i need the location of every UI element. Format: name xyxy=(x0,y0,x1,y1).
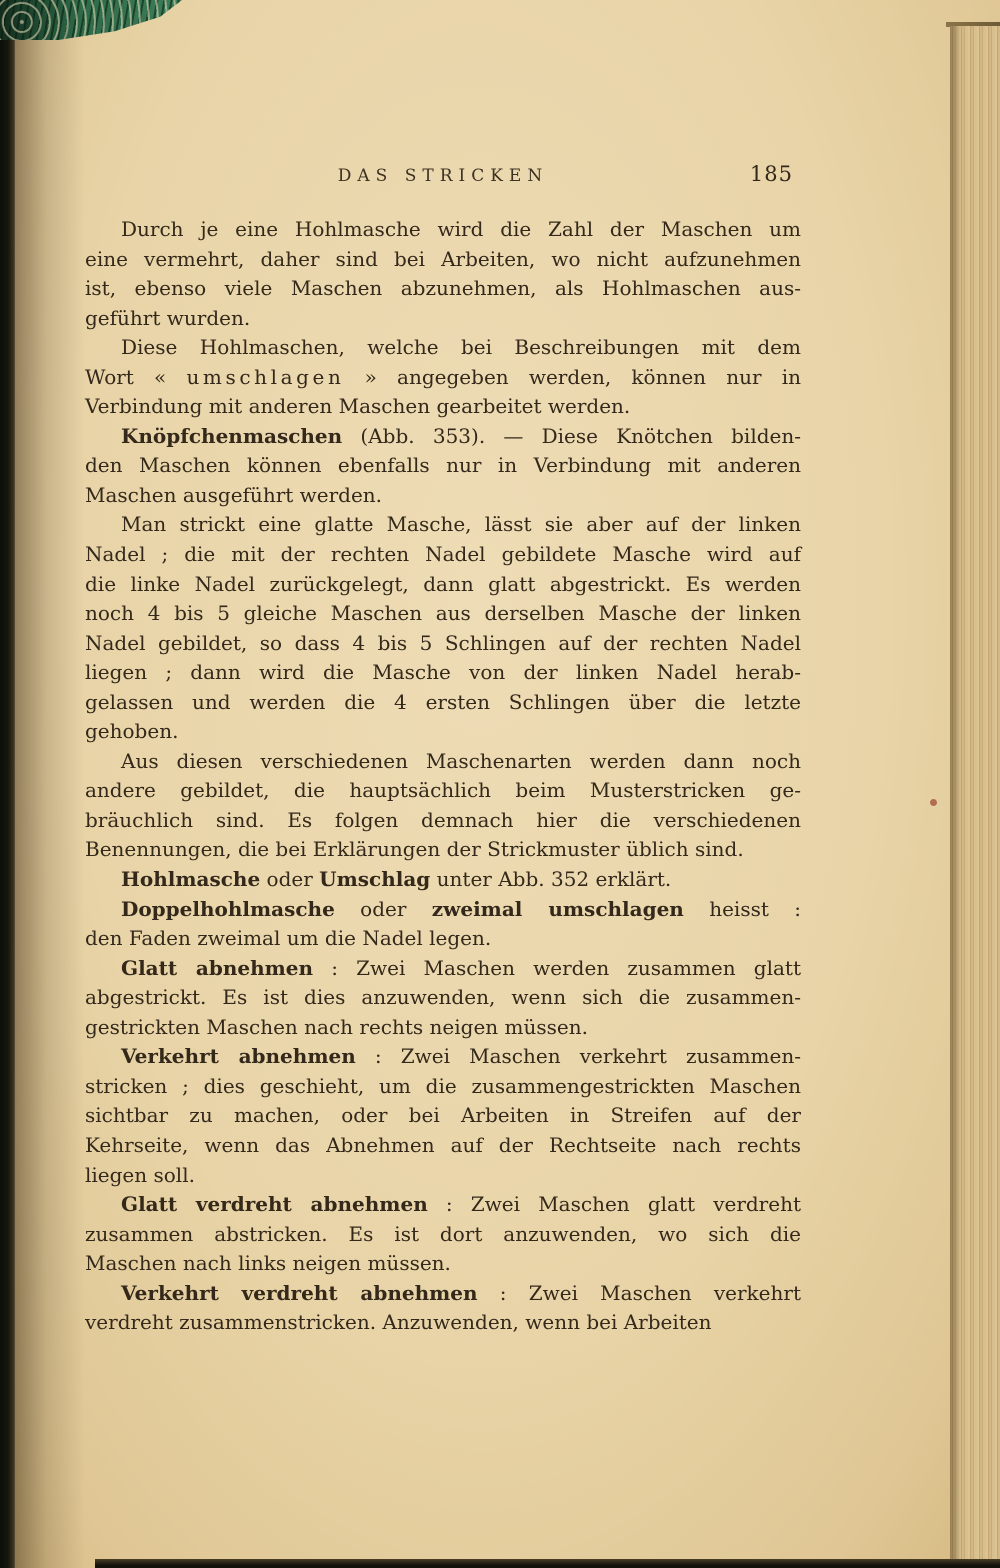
page-edges xyxy=(950,26,1000,1568)
text-line: Nadel gebildet, so dass 4 bis 5 Schlingen auf der rechten Nadel xyxy=(85,630,801,655)
text-line: Verbindung mit anderen Maschen gearbeitet werden. xyxy=(85,394,631,419)
text-line: ist, ebenso viele Maschen abzunehmen, als Hohlmaschen aus- xyxy=(85,276,801,301)
running-title: DAS STRICKEN xyxy=(337,166,549,186)
text-line: Glatt verdreht abnehmen : Zwei Maschen glatt verdreht xyxy=(121,1192,802,1217)
text-line: die linke Nadel zurückgelegt, dann glatt abgestrickt. Es werden xyxy=(85,571,801,596)
text-line: Durch je eine Hohlmasche wird die Zahl der Maschen um xyxy=(121,217,801,241)
paragraph xyxy=(85,333,801,422)
text-line: gehoben. xyxy=(85,719,179,744)
paragraph xyxy=(85,1279,801,1338)
text-line: Glatt abnehmen : Zwei Maschen werden zusammen glatt xyxy=(121,955,801,980)
paragraph xyxy=(85,510,801,746)
page-blemish xyxy=(930,799,937,806)
paragraph xyxy=(85,215,801,333)
paragraph xyxy=(85,1042,801,1190)
text-line: Doppelhohlmasche oder zweimal umschlagen heisst : xyxy=(121,896,801,921)
text-line: den Faden zweimal um die Nadel legen. xyxy=(85,926,492,951)
text-line: Verkehrt verdreht abnehmen : Zwei Maschen verkehrt xyxy=(121,1280,801,1305)
text-line: verdreht zusammenstricken. Anzuwenden, wenn bei Arbeiten xyxy=(85,1310,712,1335)
text-line: Aus diesen verschiedenen Maschenarten werden dann noch xyxy=(121,748,801,773)
text-line: bräuchlich sind. Es folgen demnach hier die verschiedenen xyxy=(85,807,801,832)
gutter-shadow xyxy=(15,0,85,1568)
text-line: Verkehrt abnehmen : Zwei Maschen verkehrt zusammen- xyxy=(121,1044,801,1069)
text-line: gestrickten Maschen nach rechts neigen müssen. xyxy=(85,1014,588,1039)
text-line: gelassen und werden die 4 ersten Schlingen über die letzte xyxy=(85,689,801,714)
text-line: noch 4 bis 5 gleiche Maschen aus derselben Masche der linken xyxy=(85,601,801,626)
text-line: abgestrickt. Es ist dies anzuwenden, wenn sich die zusammen- xyxy=(85,985,801,1010)
cover-fragment xyxy=(0,0,182,40)
text-line: Maschen ausgeführt werden. xyxy=(85,482,383,507)
text-line: andere gebildet, die hauptsächlich beim Musterstricken ge- xyxy=(85,778,801,803)
text-line: liegen soll. xyxy=(85,1162,195,1187)
text-line: liegen ; dann wird die Masche von der linken Nadel herab- xyxy=(85,660,801,685)
page-number: 185 xyxy=(749,162,793,186)
paragraph xyxy=(85,422,801,511)
text-line: Benennungen, die bei Erklärungen der Strickmuster üblich sind. xyxy=(85,837,744,862)
text-line: Man strickt eine glatte Masche, lässt sie aber auf der linken xyxy=(121,512,801,537)
text-block xyxy=(85,215,801,1338)
book-spine xyxy=(0,0,15,1568)
paragraph xyxy=(85,1190,801,1279)
paragraph xyxy=(85,954,801,1043)
paragraph xyxy=(85,895,801,954)
text-line: sichtbar zu machen, oder bei Arbeiten in Streifen auf der xyxy=(85,1103,801,1128)
text-line: Hohlmasche oder Umschlag unter Abb. 352 erklärt. xyxy=(121,867,672,892)
text-line: den Maschen können ebenfalls nur in Verbindung mit anderen xyxy=(85,453,801,478)
paragraph xyxy=(85,865,801,895)
text-line: eine vermehrt, daher sind bei Arbeiten, wo nicht aufzunehmen xyxy=(85,246,801,271)
paragraph xyxy=(85,747,801,865)
text-line: Knöpfchenmaschen (Abb. 353). — Diese Knötchen bilden- xyxy=(121,423,801,448)
text-line: Wort « umschlagen » angegeben werden, können nur in xyxy=(85,364,801,389)
text-line: Nadel ; die mit der rechten Nadel gebildete Masche wird auf xyxy=(85,542,801,567)
bottom-page-edge xyxy=(95,1559,1000,1568)
page-header xyxy=(85,162,801,186)
text-line: zusammen abstricken. Es ist dort anzuwenden, wo sich die xyxy=(85,1221,801,1246)
text-line: geführt wurden. xyxy=(85,305,251,330)
text-line: Kehrseite, wenn das Abnehmen auf der Rechtseite nach rechts xyxy=(85,1132,801,1157)
text-line: Maschen nach links neigen müssen. xyxy=(85,1251,451,1276)
text-line: Diese Hohlmaschen, welche bei Beschreibungen mit dem xyxy=(121,335,801,360)
text-line: stricken ; dies geschieht, um die zusammengestrickten Maschen xyxy=(85,1073,801,1098)
